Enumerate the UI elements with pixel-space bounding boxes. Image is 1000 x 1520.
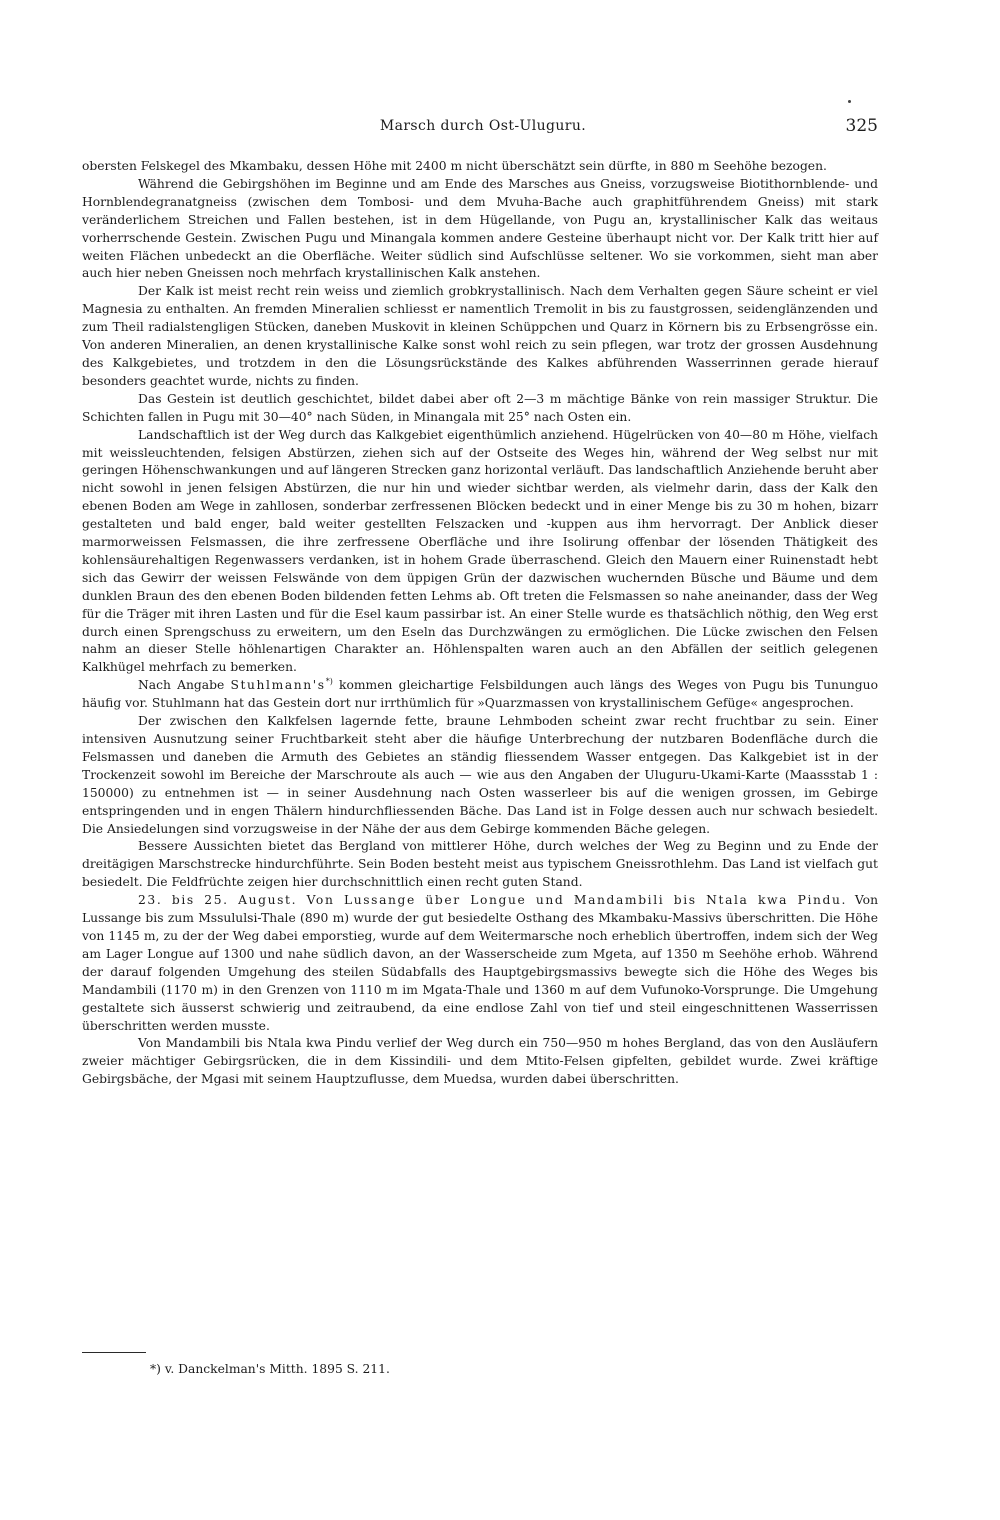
page-speck <box>848 100 851 103</box>
running-head <box>88 118 878 140</box>
paragraph-soil: Der zwischen den Kalkfelsen lagernde fette, braune Lehmboden scheint zwar recht fruchtbar zu sein. Einer intensiven Ausnutzung seiner Fruchtbarkeit steht aber die häufige Unterbrechung der nutzbaren Bodenfläche durch die Felsmassen und daneben die Armuth des Gebietes an ständig fliessendem Wasser entgegen. Das Kalkgebiet ist in der Trockenzeit sowohl im Bereiche der Marschroute als auch — wie aus den Angaben der Uluguru-Ukami-Karte (Maassstab 1 : 150000) zu entnehmen ist — in seiner Ausdehnung nach Osten wasserleer bis auf die wenigen grossen, im Gebirge entspringenden und in engen Thälern hindurchfliessenden Bäche. Das Land ist in Folge dessen auch nur schwach besiedelt. Die Ansiedelungen sind vorzugsweise in der Nähe der aus dem Gebirge kommenden Bäche gelegen. <box>82 714 878 836</box>
august-heading: 23. bis 25. August. Von Lussange über Longue und Mandambili bis Ntala kwa Pindu. <box>138 893 848 908</box>
footnote: *) v. Danckelman's Mitth. 1895 S. 211. <box>150 1362 390 1376</box>
paragraph-continuation: obersten Felskegel des Mkambaku, dessen Höhe mit 2400 m nicht überschätzt sein dürfte, in 880 m Seehöhe bezogen. <box>82 159 827 173</box>
running-title: Marsch durch Ost-Uluguru. <box>379 118 587 134</box>
stuhlmann-before: Nach Angabe <box>138 678 231 693</box>
footnote-marker: *) <box>325 677 333 687</box>
paragraph-stuhlmann <box>82 677 878 713</box>
body-text <box>82 158 878 1089</box>
august-text: Von Lussange bis zum Mssululsi-Thale (890 m) wurde der gut besiedelte Osthang des Mkambaku-Massivs überschritten. Die Höhe von 1145 m, zu der der Weg dabei emporstieg, wurde auf dem Weitermarsche noch erheblich übertroffen, indem sich der Weg am Lager Longue auf 1300 und nahe südlich davon, an der Wasserscheide zum Mgeta, auf 1350 m Seehöhe erhob. Während der darauf folgenden Umgehung des steilen Südabfalls des Hauptgebirgsmassivs bewegte sich die Höhe des Weges bis Mandambili (1170 m) in den Grenzen von 1110 m im Mgata-Thale und 1360 m auf dem Vufunoko-Vorsprunge. Die Umgehung gestaltete sich äusserst schwierig und zeitraubend, da eine endlose Zahl von tief und steil eingeschnittenen Wasserrissen überschritten werden musste. <box>82 893 878 1033</box>
page-number: 325 <box>845 116 878 136</box>
paragraph-geology: Während die Gebirgshöhen im Beginne und am Ende des Marsches aus Gneiss, vorzugsweise Biotithornblende- und Hornblendegranatgneiss (zwischen dem Tombosi- und dem Mvuha-Bache auch graphitführendem Gneiss) mit stark veränderlichem Streichen und Fallen bestehen, ist in dem Hügellande, von Pugu an, krystallinischer Kalk das weitaus vorherrschende Gestein. Zwischen Pugu und Minangala kommen andere Gesteine überhaupt nicht vor. Der Kalk tritt hier auf weiten Flächen unbedeckt an die Oberfläche. Weiter südlich sind Aufschlüsse seltener. Wo sie vorkommen, sieht man aber auch hier neben Gneissen noch mehrfach krystallinischen Kalk anstehen. <box>82 176 878 281</box>
paragraph-limestone: Der Kalk ist meist recht rein weiss und ziemlich grobkrystallinisch. Nach dem Verhalten gegen Säure scheint er viel Magnesia zu enthalten. An fremden Mineralien schliesst er namentlich Tremolit in bis zu faustgrossen, seidenglänzenden und zum Theil radialstengligen Stücken, daneben Muskovit in kleinen Schüppchen und Quarz in Körnern bis zu Erbsengrösse ein. Von anderen Mineralien, an denen krystallinische Kalke sonst wohl reich zu sein pflegen, war trotz der grossen Ausdehnung des Kalkgebietes, und trotzdem in den die Lösungsrückstände des Kalkes abführenden Wasserrinnen gerade hierauf besonders geachtet wurde, nichts zu finden. <box>82 284 878 388</box>
footnote-rule <box>82 1352 146 1353</box>
paragraph-mandambili: Von Mandambili bis Ntala kwa Pindu verlief der Weg durch ein 750—950 m hohes Bergland, das von den Ausläufern zweier mächtiger Gebirgsrücken, die in dem Kissindili- und dem Mtito-Felsen gipfelten, gebildet wurde. Zwei kräftige Gebirgsbäche, der Mgasi mit seinem Hauptzuflusse, dem Muedsa, wurden dabei überschritten. <box>82 1036 878 1087</box>
paragraph-landscape: Landschaftlich ist der Weg durch das Kalkgebiet eigenthümlich anziehend. Hügelrücken von 40—80 m Höhe, vielfach mit weissleuchtenden, felsigen Abstürzen, ziehen sich auf der Ostseite des Weges hin, während der Weg selbst nur mit geringen Höhenschwankungen und auf längeren Strecken ganz horizontal verläuft. Das landschaftlich Anziehende beruht aber nicht sowohl in jenen felsigen Abstürzen, die nur hin und wieder sichtbar werden, als vielmehr darin, dass der Kalk den ebenen Boden am Wege in zahllosen, sonderbar zerfressenen Blöcken bedeckt und in einer Menge bis zu 30 m hohen, bizarr gestalteten und bald enger, bald weiter gestellten Felszacken und -kuppen aus ihm hervorragt. Der Anblick dieser marmorweissen Felsmassen, die ihre zerfressene Oberfläche und ihre Isolirung offenbar der lösenden Thätigkeit des kohlensäurehaltigen Regenwassers verdanken, ist in hohem Grade überraschend. Gleich den Mauern einer Ruinenstadt hebt sich das Gewirr der weissen Felswände von dem üppigen Grün der dazwischen wuchernden Büsche und Bäume und dem dunklen Braun des den ebenen Boden bildenden fetten Lehms ab. Oft treten die Felsmassen so nahe aneinander, dass der Weg für die Träger mit ihren Lasten und für die Esel kaum passirbar ist. An einer Stelle wurde es thatsächlich nöthig, den Weg erst durch einen Sprengschuss zu erweitern, um den Eseln das Durchzwängen zu ermöglichen. Die Lücke zwischen den Felsen nahm an dieser Stelle höhlenartigen Charakter an. Höhlenspalten waren auch an den Abfällen der seitlich gelegenen Kalkhügel mehrfach zu bemerken. <box>82 427 878 675</box>
stuhlmann-name: Stuhlmann's <box>230 678 326 693</box>
paragraph-stratification: Das Gestein ist deutlich geschichtet, bildet dabei aber oft 2—3 m mächtige Bänke von rein massiger Struktur. Die Schichten fallen in Pugu mit 30—40° nach Süden, in Minangala mit 25° nach Osten ein. <box>82 391 878 424</box>
paragraph-august <box>82 892 878 1035</box>
stuhlmann-after: kommen gleichartige Felsbildungen auch längs des Weges von Pugu bis Tununguo häufig vor. Stuhlmann hat das Gestein dort nur irrthümlich für »Quarzmassen von krystallinischem Gefüge« angesprochen. <box>82 678 878 711</box>
paragraph-highlands: Bessere Aussichten bietet das Bergland von mittlerer Höhe, durch welches der Weg zu Beginn und zu Ende der dreitägigen Marschstrecke hindurchführte. Sein Boden besteht meist aus typischem Gneissrothlehm. Das Land ist vielfach gut besiedelt. Die Feldfrüchte zeigen hier durchschnittlich einen recht guten Stand. <box>82 839 878 890</box>
